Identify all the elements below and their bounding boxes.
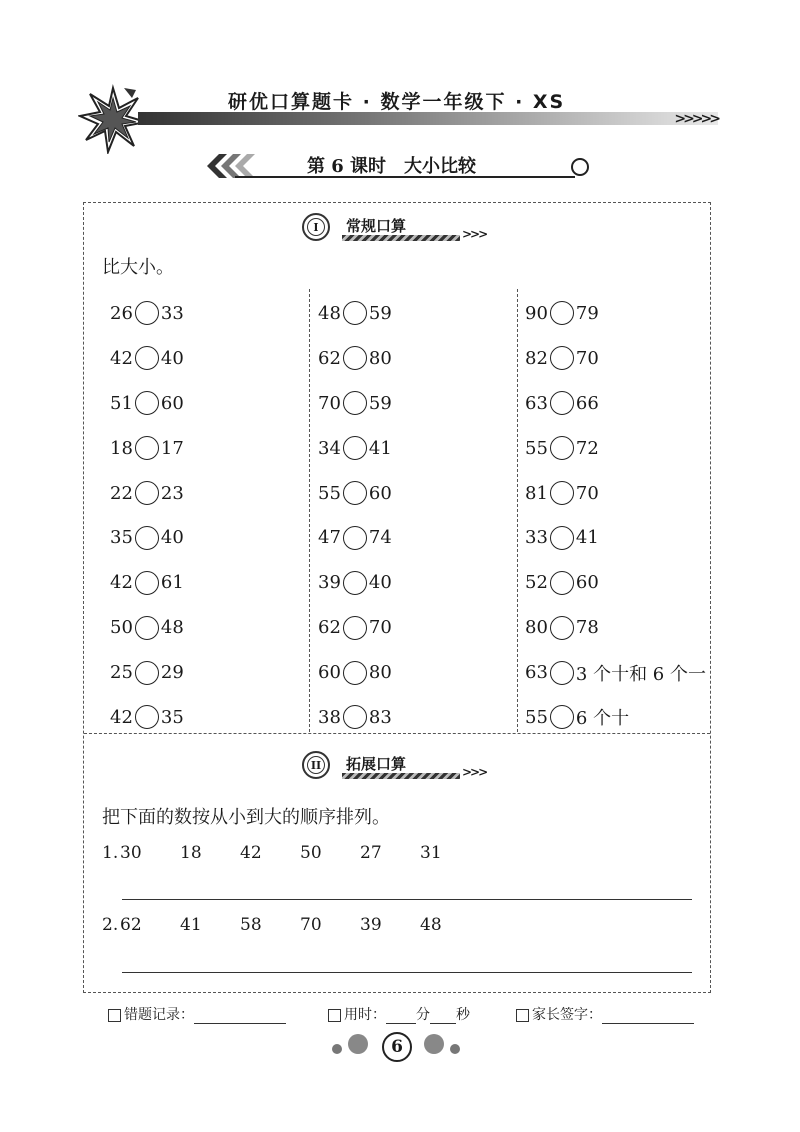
compare-left-number: 62 (318, 347, 341, 369)
compare-answer-circle[interactable] (550, 481, 574, 505)
exercise-frame (83, 202, 711, 993)
section-2-badge (302, 751, 330, 779)
compare-row (110, 381, 310, 426)
sequence-number: 50 (300, 843, 322, 863)
compare-right-number: 74 (368, 527, 392, 549)
dot-icon (348, 1034, 368, 1054)
compare-left-number: 82 (525, 347, 548, 369)
compare-right-number: 40 (160, 347, 184, 369)
compare-left-number: 42 (110, 347, 133, 369)
section-1-label: 常规口算 (346, 217, 407, 235)
compare-answer-circle[interactable] (135, 391, 159, 415)
time-used-label: 用时： (344, 1007, 386, 1023)
error-record-field (108, 1004, 286, 1024)
compare-right-number: 6 个十 (575, 708, 630, 730)
compare-left-number: 50 (110, 617, 133, 639)
compare-right-number: 3 个十和 6 个一 (575, 663, 706, 685)
sequence-number: 48 (420, 915, 442, 935)
parent-sign-label: 家长签字： (532, 1007, 602, 1023)
compare-left-number: 22 (110, 482, 133, 504)
compare-right-number: 66 (575, 392, 599, 414)
sequence-number: 70 (300, 915, 322, 935)
compare-row (318, 426, 518, 471)
error-record-label: 错题记录： (124, 1007, 194, 1023)
compare-right-number: 59 (368, 302, 392, 324)
section-2-number: II (307, 756, 325, 774)
compare-right-number: 41 (575, 527, 599, 549)
compare-left-number: 42 (110, 572, 133, 594)
compare-answer-circle[interactable] (135, 526, 159, 550)
compare-answer-circle[interactable] (343, 436, 367, 460)
compare-answer-circle[interactable] (550, 661, 574, 685)
compare-answer-circle[interactable] (135, 616, 159, 640)
compare-left-number: 55 (318, 482, 341, 504)
compare-answer-circle[interactable] (343, 661, 367, 685)
compare-column-2 (318, 291, 518, 740)
compare-left-number: 90 (525, 302, 548, 324)
time-used-field (328, 1004, 470, 1024)
compare-left-number: 25 (110, 662, 133, 684)
compare-right-number: 80 (368, 347, 392, 369)
compare-row (525, 515, 725, 560)
compare-row (110, 336, 310, 381)
compare-answer-circle[interactable] (343, 346, 367, 370)
compare-answer-circle[interactable] (550, 436, 574, 460)
answer-line-2[interactable] (122, 972, 692, 973)
compare-row (525, 560, 725, 605)
compare-left-number: 18 (110, 437, 133, 459)
problem-index: 2. (102, 915, 119, 935)
seconds-label: 秒 (456, 1007, 470, 1023)
compare-left-number: 33 (525, 527, 548, 549)
compare-answer-circle[interactable] (135, 301, 159, 325)
compare-answer-circle[interactable] (343, 571, 367, 595)
compare-row (110, 515, 310, 560)
sequence-number: 39 (360, 915, 382, 935)
compare-right-number: 33 (160, 302, 184, 324)
sequence-number: 30 (120, 843, 142, 863)
compare-right-number: 40 (368, 572, 392, 594)
compare-left-number: 60 (318, 662, 341, 684)
header-title: 研优口算题卡 · 数学一年级下 · XS (228, 91, 566, 113)
compare-right-number: 80 (368, 662, 392, 684)
compare-answer-circle[interactable] (550, 346, 574, 370)
compare-column-3 (525, 291, 725, 740)
compare-left-number: 26 (110, 302, 133, 324)
compare-row (318, 650, 518, 695)
compare-answer-circle[interactable] (135, 436, 159, 460)
compare-row (525, 381, 725, 426)
compare-row (525, 426, 725, 471)
compare-answer-circle[interactable] (135, 481, 159, 505)
compare-right-number: 79 (575, 302, 599, 324)
compare-answer-circle[interactable] (343, 526, 367, 550)
section-2-arrows-icon: >>> (462, 765, 487, 779)
section-1-arrows-icon: >>> (462, 227, 487, 241)
compare-right-number: 35 (160, 706, 184, 728)
compare-left-number: 80 (525, 617, 548, 639)
section-1-number: I (307, 218, 325, 236)
compare-right-number: 70 (368, 617, 392, 639)
compare-row (110, 560, 310, 605)
parent-sign-blank[interactable] (602, 1009, 694, 1024)
section-1-instruction: 比大小。 (102, 257, 174, 278)
compare-row (525, 650, 725, 695)
compare-answer-circle[interactable] (343, 705, 367, 729)
compare-left-number: 39 (318, 572, 341, 594)
compare-answer-circle[interactable] (135, 661, 159, 685)
compare-row (318, 605, 518, 650)
lesson-heading (205, 152, 595, 180)
compare-right-number: 70 (575, 482, 599, 504)
compare-left-number: 38 (318, 706, 341, 728)
compare-left-number: 62 (318, 617, 341, 639)
parent-sign-field (516, 1004, 694, 1024)
compare-right-number: 40 (160, 527, 184, 549)
compare-right-number: 59 (368, 392, 392, 414)
compare-row (525, 336, 725, 381)
page-header (78, 84, 718, 154)
section-1-heading (302, 213, 522, 247)
compare-answer-circle[interactable] (343, 616, 367, 640)
compare-left-number: 63 (525, 662, 548, 684)
compare-answer-circle[interactable] (550, 526, 574, 550)
compare-answer-circle[interactable] (135, 705, 159, 729)
compare-right-number: 61 (160, 572, 184, 594)
compare-answer-circle[interactable] (550, 705, 574, 729)
compare-answer-circle[interactable] (135, 346, 159, 370)
minutes-label: 分 (416, 1007, 430, 1023)
compare-right-number: 41 (368, 437, 392, 459)
page-number: 6 (382, 1032, 412, 1062)
compare-right-number: 83 (368, 706, 392, 728)
compare-row (110, 291, 310, 336)
page-number-ornament (330, 1030, 470, 1070)
compare-row (110, 650, 310, 695)
compare-left-number: 47 (318, 527, 341, 549)
compare-left-number: 42 (110, 706, 133, 728)
compare-row (110, 426, 310, 471)
compare-answer-circle[interactable] (135, 571, 159, 595)
seconds-blank[interactable] (430, 1009, 456, 1024)
compare-row (110, 471, 310, 516)
answer-line-1[interactable] (122, 899, 692, 900)
compare-right-number: 70 (575, 347, 599, 369)
parent-sign-checkbox[interactable] (516, 1009, 529, 1022)
compare-left-number: 55 (525, 437, 548, 459)
compare-right-number: 60 (368, 482, 392, 504)
compare-answer-circle[interactable] (343, 391, 367, 415)
error-record-checkbox[interactable] (108, 1009, 121, 1022)
compare-right-number: 78 (575, 617, 599, 639)
dot-icon (424, 1034, 444, 1054)
compare-row (318, 560, 518, 605)
compare-row (525, 605, 725, 650)
compare-left-number: 35 (110, 527, 133, 549)
compare-left-number: 52 (525, 572, 548, 594)
section-1-badge (302, 213, 330, 241)
compare-left-number: 34 (318, 437, 341, 459)
compare-right-number: 48 (160, 617, 184, 639)
problem-index: 1. (102, 843, 119, 863)
compare-row (318, 515, 518, 560)
compare-right-number: 23 (160, 482, 184, 504)
section-2-label: 拓展口算 (346, 755, 407, 773)
compare-row (318, 291, 518, 336)
compare-answer-circle[interactable] (550, 616, 574, 640)
compare-answer-circle[interactable] (550, 391, 574, 415)
compare-answer-circle[interactable] (343, 301, 367, 325)
sequence-number: 31 (420, 843, 442, 863)
compare-left-number: 51 (110, 392, 133, 414)
compare-left-number: 63 (525, 392, 548, 414)
sequence-number: 42 (240, 843, 262, 863)
compare-right-number: 60 (575, 572, 599, 594)
error-record-blank[interactable] (194, 1009, 286, 1024)
compare-answer-circle[interactable] (550, 571, 574, 595)
time-used-checkbox[interactable] (328, 1009, 341, 1022)
compare-right-number: 17 (160, 437, 184, 459)
compare-row (525, 471, 725, 516)
compare-right-number: 72 (575, 437, 599, 459)
sequence-number: 58 (240, 915, 262, 935)
lesson-title: 第 6 课时 大小比较 (307, 156, 477, 177)
compare-row (318, 471, 518, 516)
dot-icon (332, 1044, 342, 1054)
compare-left-number: 55 (525, 706, 548, 728)
sequence-number: 27 (360, 843, 382, 863)
section-divider (84, 733, 710, 734)
compare-left-number: 81 (525, 482, 548, 504)
minutes-blank[interactable] (386, 1009, 416, 1024)
compare-answer-circle[interactable] (343, 481, 367, 505)
compare-row (318, 336, 518, 381)
compare-right-number: 29 (160, 662, 184, 684)
compare-right-number: 60 (160, 392, 184, 414)
header-arrows-icon: >>>>> (674, 111, 718, 127)
section-2-instruction: 把下面的数按从小到大的顺序排列。 (102, 807, 390, 828)
sequence-number: 62 (120, 915, 142, 935)
circle-ornament-icon (571, 158, 589, 176)
compare-row (318, 381, 518, 426)
compare-column-1 (110, 291, 310, 740)
section-2-heading (302, 751, 522, 785)
compare-left-number: 48 (318, 302, 341, 324)
compare-answer-circle[interactable] (550, 301, 574, 325)
dot-icon (450, 1044, 460, 1054)
compare-row (525, 291, 725, 336)
sequence-number: 41 (180, 915, 202, 935)
sequence-number: 18 (180, 843, 202, 863)
compare-row (110, 605, 310, 650)
compare-left-number: 70 (318, 392, 341, 414)
